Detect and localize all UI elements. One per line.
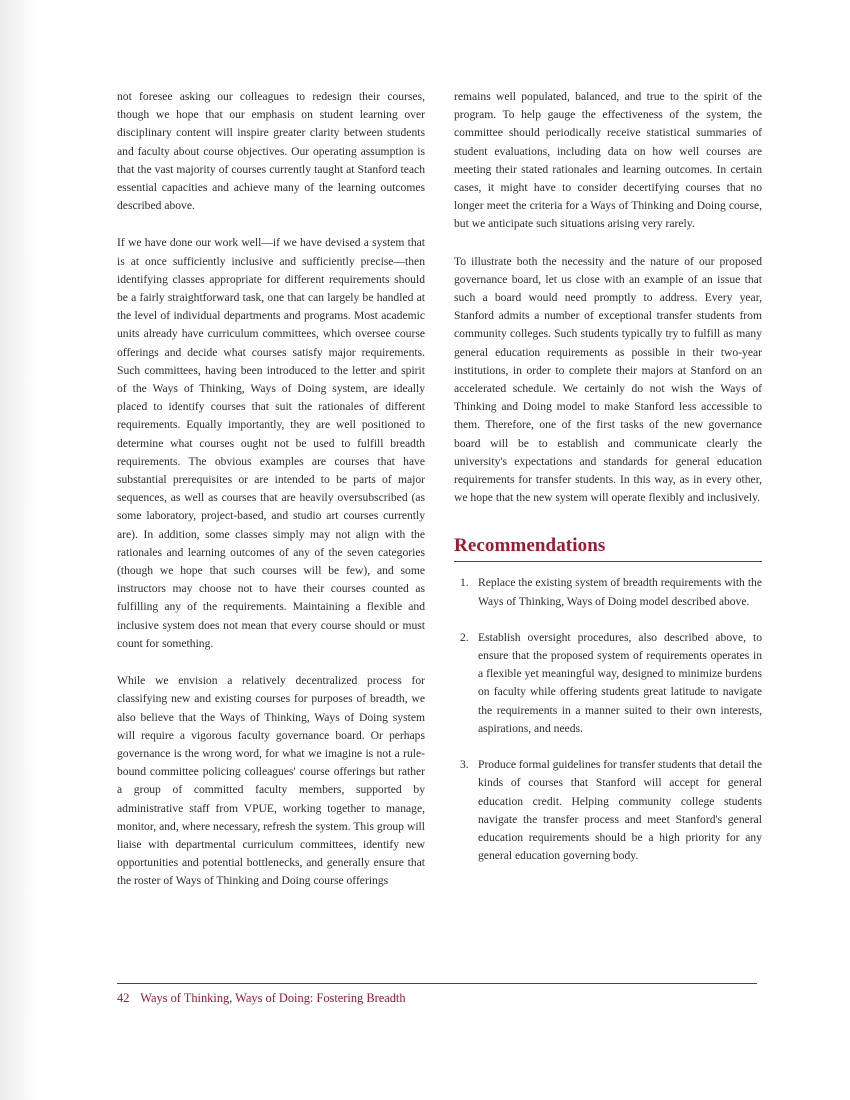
right-column [454, 88, 762, 883]
page-edge-shadow [0, 0, 38, 1100]
running-title: Ways of Thinking, Ways of Doing: Fostering Breadth [140, 991, 406, 1005]
footer-rule [117, 983, 757, 984]
list-item-number: 1. [460, 576, 469, 590]
list-item-text: Establish oversight procedures, also described above, to ensure that the proposed system of requirements operates in a flexible yet meaningful way, designed to minimize burdens on faculty while offering students great latitude to navigate the requirements in a manner suited to their own interests, aspirations, and needs. [478, 630, 762, 735]
body-paragraph: While we envision a relatively decentralized process for classifying new and existing courses for purposes of breadth, we also believe that the Ways of Thinking, Ways of Doing system will require a vigorous faculty governance board. Or perhaps governance is the wrong word, for what we imagine is not a rule-bound committee policing colleagues' course offerings but rather a group of committed faculty members, supported by administrative staff from VPUE, working together to manage, monitor, and, where necessary, refresh the system. This group will liaise with departmental curriculum committees, identify new opportunities and potential bottlenecks, and generally ensure that the roster of Ways of Thinking and Doing course offerings [117, 674, 425, 888]
list-item-number: 3. [460, 758, 469, 772]
list-item [454, 574, 762, 610]
body-paragraph: If we have done our work well—if we have devised a system that is at once sufficiently inclusive and sufficiently precise—then identifying classes appropriate for different requirements should be a fairly straightforward task, one that can largely be handled at the level of individual departments and programs. Most academic units already have curriculum committees, which oversee course offerings and decide what courses satisfy major requirements. Such committees, having been introduced to the letter and spirit of the Ways of Thinking, Ways of Doing system, are ideally placed to identify courses that suit the rationales of different requirements. Equally importantly, they are well positioned to determine what courses ought not be used to fulfill breadth requirements. The obvious examples are courses that have substantial prerequisites or are intended to be parts of major sequences, as well as courses that are heavily oversubscribed (as some laboratory, project-based, and studio art courses currently are). In addition, some classes simply may not align with the rationales and learning outcomes of any of the seven categories (though we hope that such courses will be few), and some instructors may choose not to have their courses counted as fulfilling any of the requirements. Maintaining a flexible and inclusive system does not mean that every course should or must count for something. [117, 236, 425, 650]
list-item-text: Produce formal guidelines for transfer students that detail the kinds of courses that Stanford will accept for general education credit. Helping community college students navigate the transfer process and meet Stanford's general education requirements should be a high priority for any general education governing body. [478, 758, 762, 863]
heading-rule [454, 561, 762, 562]
list-item [454, 756, 762, 865]
body-paragraph: To illustrate both the necessity and the nature of our proposed governance board, let us close with an example of an issue that such a board would need promptly to address. Every year, Stanford admits a number of exceptional transfer students from community colleges. Such students typically try to fulfill as many general education requirements as possible in their two-year institutions, in order to complete their majors at Stanford on an accelerated schedule. We certainly do not wish the Ways of Thinking and Doing model to make Stanford less accessible to them. Therefore, one of the first tasks of the new governance board will be to establish and communicate clearly the university's expectations and standards for general education requirements for transfer students. In this way, as in every other, we hope that the new system will operate flexibly and inclusively. [454, 254, 762, 505]
recommendations-heading: Recommendations [454, 535, 606, 557]
body-paragraph: remains well populated, balanced, and true to the spirit of the program. To help gauge the effectiveness of the system, the committee should periodically receive statistical summaries of student evaluations, including data on how well courses are meeting their stated rationales and learning outcomes. In certain cases, it might have to consider decertifying courses that no longer meet the criteria for a Ways of Thinking and Doing course, but we anticipate such situations arising very rarely. [454, 90, 762, 231]
left-column [117, 88, 425, 910]
page-number: 42 [117, 991, 130, 1005]
list-item-number: 2. [460, 630, 469, 644]
recommendations-list [454, 574, 762, 865]
list-item [454, 629, 762, 738]
body-paragraph: not foresee asking our colleagues to redesign their courses, though we hope that our emphasis on student learning over disciplinary content will inspire greater clarity between students and faculty about course objectives. Our operating assumption is that the vast majority of courses currently taught at Stanford teach essential capacities and achieve many of the learning outcomes described above. [117, 90, 425, 213]
list-item-text: Replace the existing system of breadth requirements with the Ways of Thinking, Ways of Doing model described above. [478, 576, 762, 608]
page-footer [117, 991, 406, 1006]
